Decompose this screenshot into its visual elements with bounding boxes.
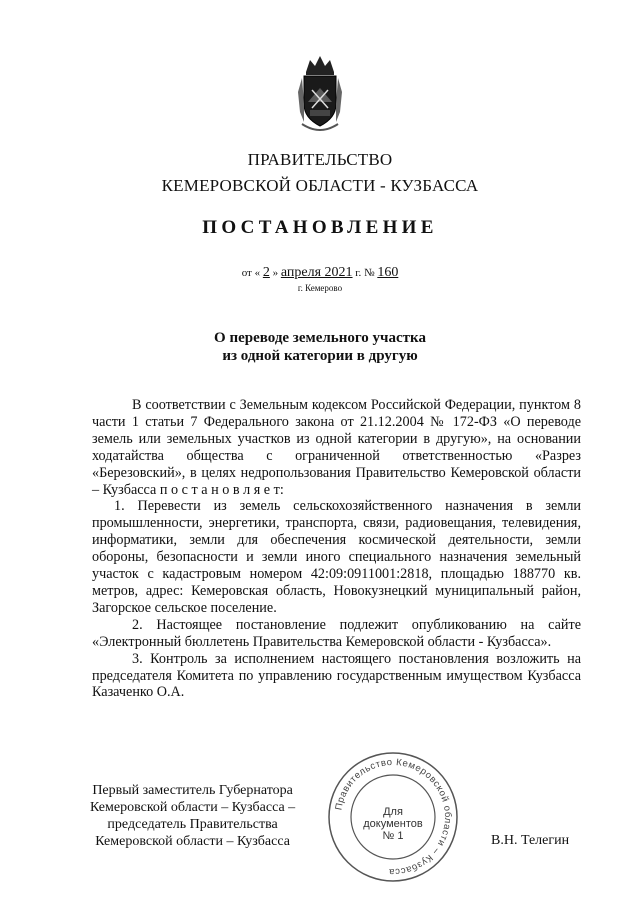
government-region: КЕМЕРОВСКОЙ ОБЛАСТИ - КУЗБАССА	[161, 176, 479, 195]
date-month-year: апреля 2021	[280, 265, 353, 280]
document-type: ПОСТАНОВЛЕНИЕ	[202, 217, 438, 238]
signature-block	[90, 782, 295, 850]
stamp-inner-text	[326, 806, 460, 842]
stamp-ring-text: Правительство Кемеровской области – Кузбасса	[333, 756, 454, 878]
city-label: г. Кемерово	[297, 283, 343, 293]
signature-line-2: Кемеровской области – Кузбасса –	[90, 800, 296, 815]
date-prefix: от «	[241, 267, 261, 279]
date-line	[0, 265, 640, 281]
stamp-inner-line-3: № 1	[382, 830, 404, 842]
signature-line-3: председатель Правительства	[107, 817, 278, 832]
signature-line-4: Кемеровской области – Кузбасса	[95, 834, 290, 849]
signature-line-1: Первый заместитель Губернатора	[92, 783, 293, 798]
subject-line-2: из одной категории в другую	[222, 348, 418, 364]
document-number: 160	[377, 265, 399, 280]
preamble-paragraph: В соответствии с Земельным кодексом Российской Федерации, пунктом 8 части 1 статьи 7 Федерального закона от 21.12.2004 № 172-ФЗ «О переводе земель или земельных участков из одной категории в другую», на основании ходатайства общества с ограниченной ответственностью «Разрез «Березовский», в целях недропользования Правительство Кемеровской области – Кузбасса п о с т а н о в л я е т:	[92, 397, 581, 498]
document-body	[92, 397, 581, 701]
government-title: ПРАВИТЕЛЬСТВО	[247, 150, 393, 169]
date-day: 2	[262, 265, 270, 280]
date-year-suffix: г.	[355, 267, 362, 279]
item-2-paragraph: 2. Настоящее постановление подлежит опубликованию на сайте «Электронный бюллетень Правительства Кемеровской области - Кузбасса».	[92, 616, 581, 650]
stamp-inner-line-2: документов	[363, 818, 423, 830]
signer-name: В.Н. Телегин	[491, 833, 570, 848]
item-3-paragraph: 3. Контроль за исполнением настоящего постановления возложить на председателя Комитета по управлению государственным имуществом Кузбасса Казаченко О.А.	[92, 650, 581, 701]
stamp-inner-line-1: Для	[383, 806, 403, 818]
coat-of-arms-icon	[296, 52, 344, 136]
item-1-paragraph: 1. Перевести из земель сельскохозяйственного назначения в земли промышленности, энергетики, транспорта, связи, радиовещания, телевидения, информатики, земли для обеспечения космической деятельности, земли обороны, безопасности и земли иного специального назначения земельный участок с кадастровым номером 42:09:0911001:2818, площадью 188770 кв. метров, адрес: Кемеровская область, Новокузнецкий муниципальный район, Загорское сельское поселение.	[92, 498, 581, 616]
subject-line-1: О переводе земельного участка	[214, 330, 426, 346]
date-quote: »	[272, 267, 279, 279]
number-sign: №	[364, 267, 375, 279]
